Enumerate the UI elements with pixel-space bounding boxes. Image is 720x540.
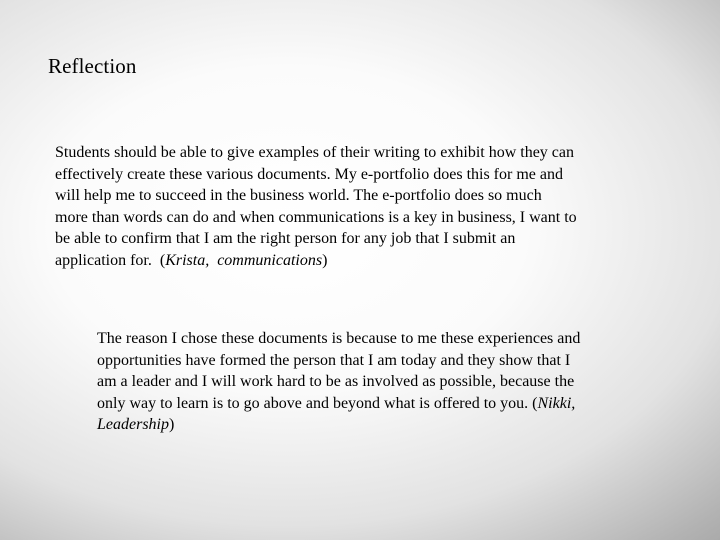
quote-topic: communications	[217, 251, 323, 269]
reflection-quote-krista	[55, 142, 655, 272]
quote-close: )	[322, 251, 328, 269]
quote-line: effectively create these various documents. My e-portfolio does this for me and	[55, 165, 563, 183]
quote-line: The reason I chose these documents is because to me these experiences and	[97, 330, 581, 347]
quote-close: )	[169, 416, 175, 434]
quote-line: Students should be able to give examples of their writing to exhibit how they can	[55, 144, 575, 161]
quote-line: am a leader and I will work hard to be as involved as possible, because the	[97, 373, 575, 391]
quote-line: opportunities have formed the person that I am today and they show that I	[97, 351, 571, 369]
reflection-quote-nikki	[97, 328, 657, 436]
quote-author: Krista,	[165, 251, 214, 269]
quote-line: will help me to succeed in the business world. The e-portfolio does so much	[55, 187, 542, 205]
quote-line: more than words can do and when communications is a key in business, I want to	[55, 208, 577, 226]
quote-topic: Leadership	[97, 416, 169, 434]
slide-title: Reflection	[48, 54, 137, 78]
quote-text: application for. (	[55, 251, 166, 269]
quote-line-penultimate	[97, 393, 657, 415]
quote-line-last	[55, 250, 655, 272]
quote-line: be able to confirm that I am the right person for any job that I submit an	[55, 230, 516, 248]
quote-text: only way to learn is to go above and beyond what is offered to you. (	[97, 394, 538, 412]
quote-line-last	[97, 414, 657, 436]
quote-author: Nikki,	[537, 394, 576, 412]
